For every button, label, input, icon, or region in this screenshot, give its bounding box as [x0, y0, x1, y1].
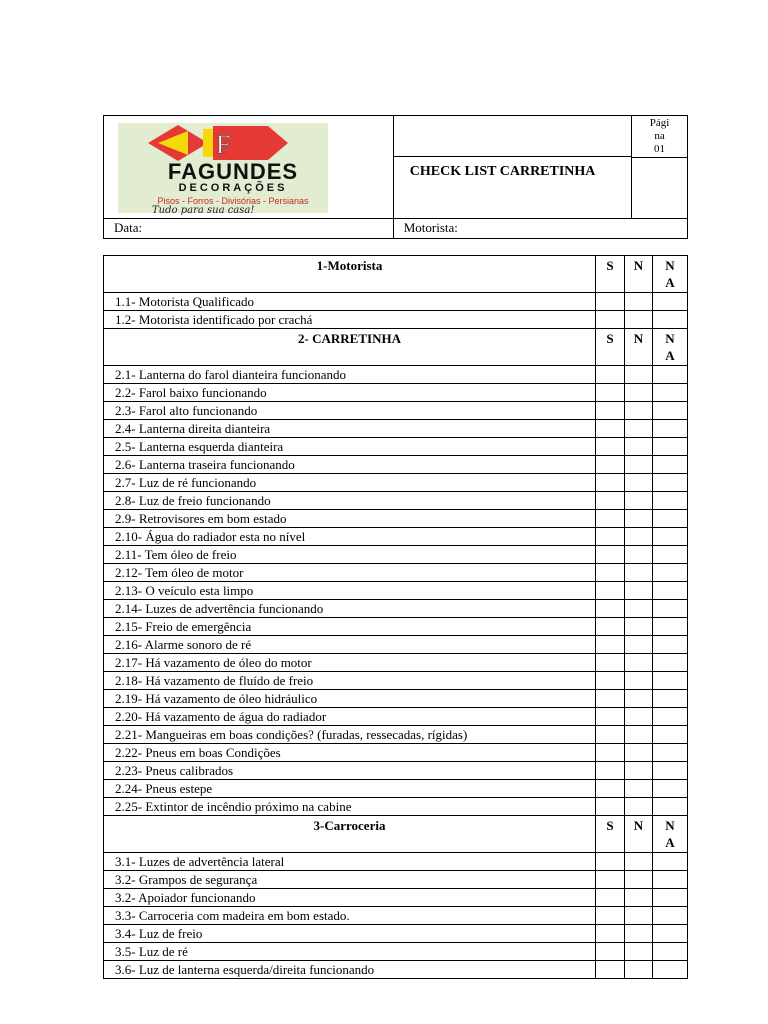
checklist-row	[104, 690, 688, 708]
page-number-box	[632, 116, 687, 158]
checklist-row	[104, 744, 688, 762]
checklist-table	[103, 255, 688, 979]
section-title: 2- CARRETINHA	[104, 329, 596, 366]
check-cell-n[interactable]	[625, 853, 653, 871]
check-cell-n[interactable]	[625, 690, 653, 708]
column-header-s: S	[596, 329, 625, 366]
checklist-item-label: 2.24- Pneus estepe	[104, 780, 596, 798]
check-cell-n[interactable]	[625, 492, 653, 510]
check-cell-n[interactable]	[625, 907, 653, 925]
check-cell-na[interactable]	[653, 420, 688, 438]
check-cell-s[interactable]	[596, 672, 625, 690]
checklist-row	[104, 871, 688, 889]
check-cell-s[interactable]	[596, 690, 625, 708]
title-column	[393, 116, 631, 219]
section-header-row	[104, 329, 688, 366]
check-cell-na[interactable]	[653, 943, 688, 961]
checklist-item-label: 2.4- Lanterna direita dianteira	[104, 420, 596, 438]
check-cell-na[interactable]	[653, 654, 688, 672]
check-cell-na[interactable]	[653, 907, 688, 925]
check-cell-s[interactable]	[596, 762, 625, 780]
checklist-row	[104, 474, 688, 492]
check-cell-s[interactable]	[596, 600, 625, 618]
checklist-item-label: 2.7- Luz de ré funcionando	[104, 474, 596, 492]
check-cell-na[interactable]	[653, 474, 688, 492]
checklist-row	[104, 708, 688, 726]
checklist-item-label: 2.3- Farol alto funcionando	[104, 402, 596, 420]
check-cell-n[interactable]	[625, 474, 653, 492]
column-header-s: S	[596, 256, 625, 293]
checklist-item-label: 2.20- Há vazamento de água do radiador	[104, 708, 596, 726]
check-cell-s[interactable]	[596, 456, 625, 474]
checklist-row	[104, 726, 688, 744]
checklist-item-label: 2.13- O veículo esta limpo	[104, 582, 596, 600]
column-header-n: N	[625, 816, 653, 853]
check-cell-n[interactable]	[625, 961, 653, 979]
checklist-item-label: 2.21- Mangueiras em boas condições? (furadas, ressecadas, rígidas)	[104, 726, 596, 744]
document-title: CHECK LIST CARRETINHA	[409, 164, 596, 179]
check-cell-n[interactable]	[625, 510, 653, 528]
check-cell-na[interactable]	[653, 438, 688, 456]
check-cell-na[interactable]	[653, 564, 688, 582]
check-cell-s[interactable]	[596, 528, 625, 546]
check-cell-s[interactable]	[596, 564, 625, 582]
checklist-item-label: 3.5- Luz de ré	[104, 943, 596, 961]
check-cell-s[interactable]	[596, 871, 625, 889]
checklist-item-label: 1.1- Motorista Qualificado	[104, 293, 596, 311]
checklist-item-label: 2.6- Lanterna traseira funcionando	[104, 456, 596, 474]
checklist-item-label: 1.2- Motorista identificado por crachá	[104, 311, 596, 329]
check-cell-na[interactable]	[653, 762, 688, 780]
checklist-item-label: 3.4- Luz de freio	[104, 925, 596, 943]
checklist-row	[104, 420, 688, 438]
checklist-row	[104, 528, 688, 546]
checklist-item-label: 2.10- Água do radiador esta no nível	[104, 528, 596, 546]
check-cell-na[interactable]	[653, 925, 688, 943]
check-cell-s[interactable]	[596, 510, 625, 528]
checklist-item-label: 3.1- Luzes de advertência lateral	[104, 853, 596, 871]
check-cell-na[interactable]	[653, 690, 688, 708]
check-cell-n[interactable]	[625, 798, 653, 816]
check-cell-s[interactable]	[596, 961, 625, 979]
check-cell-na[interactable]	[653, 871, 688, 889]
check-cell-s[interactable]	[596, 654, 625, 672]
checklist-row	[104, 546, 688, 564]
checklist-item-label: 2.11- Tem óleo de freio	[104, 546, 596, 564]
checklist-row	[104, 636, 688, 654]
check-cell-n[interactable]	[625, 744, 653, 762]
checklist-row	[104, 456, 688, 474]
checklist-row	[104, 925, 688, 943]
check-cell-na[interactable]	[653, 311, 688, 329]
page-number: 01	[654, 143, 666, 155]
column-header-na-line2: A	[665, 275, 675, 290]
check-cell-na[interactable]	[653, 726, 688, 744]
check-cell-s[interactable]	[596, 636, 625, 654]
check-cell-s[interactable]	[596, 492, 625, 510]
checklist-item-label: 2.8- Luz de freio funcionando	[104, 492, 596, 510]
svg-text:F: F	[216, 130, 231, 159]
check-cell-s[interactable]	[596, 438, 625, 456]
check-cell-n[interactable]	[625, 672, 653, 690]
check-cell-n[interactable]	[625, 582, 653, 600]
checklist-row	[104, 600, 688, 618]
check-cell-n[interactable]	[625, 925, 653, 943]
column-header-na-line1: N	[665, 258, 675, 273]
checklist-item-label: 2.12- Tem óleo de motor	[104, 564, 596, 582]
checklist-item-label: 2.9- Retrovisores em bom estado	[104, 510, 596, 528]
check-cell-s[interactable]	[596, 708, 625, 726]
checklist-item-label: 3.2- Apoiador funcionando	[104, 889, 596, 907]
check-cell-na[interactable]	[653, 600, 688, 618]
column-header-na-line2: A	[665, 835, 675, 850]
check-cell-na[interactable]	[653, 744, 688, 762]
check-cell-na[interactable]	[653, 618, 688, 636]
column-header-s: S	[596, 816, 625, 853]
check-cell-n[interactable]	[625, 402, 653, 420]
checklist-item-label: 2.23- Pneus calibrados	[104, 762, 596, 780]
column-header-na	[653, 816, 688, 853]
check-cell-s[interactable]	[596, 618, 625, 636]
checklist-row	[104, 943, 688, 961]
logo-products-line: Pisos - Forros - Divisórias - Persianas	[157, 196, 309, 206]
column-header-na	[653, 329, 688, 366]
checklist-row	[104, 853, 688, 871]
title-top-blank	[394, 116, 631, 157]
checklist-row	[104, 618, 688, 636]
checklist-row	[104, 564, 688, 582]
check-cell-n[interactable]	[625, 871, 653, 889]
check-cell-na[interactable]	[653, 402, 688, 420]
check-cell-n[interactable]	[625, 726, 653, 744]
column-header-n: N	[625, 256, 653, 293]
check-cell-na[interactable]	[653, 798, 688, 816]
check-cell-s[interactable]	[596, 366, 625, 384]
column-header-na-line1: N	[665, 331, 675, 346]
checklist-row	[104, 672, 688, 690]
check-cell-s[interactable]	[596, 293, 625, 311]
checklist-item-label: 2.5- Lanterna esquerda dianteira	[104, 438, 596, 456]
check-cell-na[interactable]	[653, 366, 688, 384]
checklist-row	[104, 961, 688, 979]
section-title: 3-Carroceria	[104, 816, 596, 853]
check-cell-na[interactable]	[653, 546, 688, 564]
document-header	[103, 115, 688, 239]
check-cell-n[interactable]	[625, 708, 653, 726]
checklist-row	[104, 654, 688, 672]
column-header-na-line1: N	[665, 818, 675, 833]
check-cell-n[interactable]	[625, 654, 653, 672]
check-cell-s[interactable]	[596, 402, 625, 420]
check-cell-na[interactable]	[653, 708, 688, 726]
check-cell-s[interactable]	[596, 798, 625, 816]
page-label: Pági na	[649, 117, 670, 142]
check-cell-na[interactable]	[653, 889, 688, 907]
check-cell-s[interactable]	[596, 420, 625, 438]
check-cell-na[interactable]	[653, 293, 688, 311]
check-cell-n[interactable]	[625, 564, 653, 582]
check-cell-s[interactable]	[596, 780, 625, 798]
check-cell-s[interactable]	[596, 907, 625, 925]
check-cell-na[interactable]	[653, 510, 688, 528]
check-cell-s[interactable]	[596, 943, 625, 961]
column-header-na-line2: A	[665, 348, 675, 363]
check-cell-n[interactable]	[625, 636, 653, 654]
check-cell-na[interactable]	[653, 456, 688, 474]
logo-cell	[104, 116, 394, 219]
page-column	[632, 116, 688, 219]
check-cell-na[interactable]	[653, 492, 688, 510]
date-field[interactable]: Data:	[104, 219, 394, 239]
checklist-item-label: 2.2- Farol baixo funcionando	[104, 384, 596, 402]
logo-brand-subtitle: DECORAÇÕES	[178, 182, 288, 194]
checklist-item-label: 3.6- Luz de lanterna esquerda/direita funcionando	[104, 961, 596, 979]
checklist-item-label: 2.22- Pneus em boas Condições	[104, 744, 596, 762]
checklist-item-label: 2.14- Luzes de advertência funcionando	[104, 600, 596, 618]
check-cell-n[interactable]	[625, 384, 653, 402]
section-header-row	[104, 816, 688, 853]
check-cell-n[interactable]	[625, 456, 653, 474]
checklist-row	[104, 889, 688, 907]
checklist-row	[104, 780, 688, 798]
section-header-row	[104, 256, 688, 293]
check-cell-s[interactable]	[596, 726, 625, 744]
checklist-item-label: 2.16- Alarme sonoro de ré	[104, 636, 596, 654]
check-cell-n[interactable]	[625, 780, 653, 798]
check-cell-n[interactable]	[625, 546, 653, 564]
check-cell-s[interactable]	[596, 546, 625, 564]
check-cell-s[interactable]	[596, 889, 625, 907]
checklist-row	[104, 366, 688, 384]
checklist-item-label: 3.3- Carroceria com madeira em bom estado.	[104, 907, 596, 925]
check-cell-s[interactable]	[596, 474, 625, 492]
check-cell-na[interactable]	[653, 582, 688, 600]
check-cell-n[interactable]	[625, 528, 653, 546]
checklist-row	[104, 798, 688, 816]
checklist-row	[104, 311, 688, 329]
check-cell-s[interactable]	[596, 384, 625, 402]
check-cell-n[interactable]	[625, 889, 653, 907]
check-cell-n[interactable]	[625, 600, 653, 618]
checklist-row	[104, 438, 688, 456]
check-cell-na[interactable]	[653, 384, 688, 402]
column-header-na	[653, 256, 688, 293]
check-cell-s[interactable]	[596, 853, 625, 871]
driver-field[interactable]: Motorista:	[393, 219, 687, 239]
checklist-row	[104, 582, 688, 600]
checklist-item-label: 2.17- Há vazamento de óleo do motor	[104, 654, 596, 672]
logo-slogan: Tudo para sua casa!	[152, 205, 255, 216]
check-cell-s[interactable]	[596, 582, 625, 600]
check-cell-na[interactable]	[653, 853, 688, 871]
checklist-item-label: 2.18- Há vazamento de fluído de freio	[104, 672, 596, 690]
checklist-row	[104, 293, 688, 311]
logo-brand-name: FAGUNDES	[167, 159, 299, 184]
check-cell-n[interactable]	[625, 618, 653, 636]
checklist-item-label: 2.1- Lanterna do farol dianteira funcionando	[104, 366, 596, 384]
check-cell-na[interactable]	[653, 780, 688, 798]
checklist-item-label: 2.15- Freio de emergência	[104, 618, 596, 636]
column-header-n: N	[625, 329, 653, 366]
check-cell-s[interactable]	[596, 925, 625, 943]
checklist-item-label: 2.25- Extintor de incêndio próximo na cabine	[104, 798, 596, 816]
checklist-row	[104, 402, 688, 420]
section-title: 1-Motorista	[104, 256, 596, 293]
check-cell-n[interactable]	[625, 438, 653, 456]
checklist-item-label: 2.19- Há vazamento de óleo hidráulico	[104, 690, 596, 708]
check-cell-n[interactable]	[625, 293, 653, 311]
check-cell-na[interactable]	[653, 636, 688, 654]
checklist-item-label: 3.2- Grampos de segurança	[104, 871, 596, 889]
checklist-row	[104, 762, 688, 780]
check-cell-n[interactable]	[625, 762, 653, 780]
check-cell-n[interactable]	[625, 943, 653, 961]
checklist-row	[104, 510, 688, 528]
check-cell-n[interactable]	[625, 366, 653, 384]
checklist-row	[104, 384, 688, 402]
check-cell-n[interactable]	[625, 311, 653, 329]
checklist-row	[104, 492, 688, 510]
check-cell-na[interactable]	[653, 672, 688, 690]
check-cell-s[interactable]	[596, 744, 625, 762]
check-cell-s[interactable]	[596, 311, 625, 329]
check-cell-na[interactable]	[653, 961, 688, 979]
check-cell-na[interactable]	[653, 528, 688, 546]
checklist-row	[104, 907, 688, 925]
check-cell-n[interactable]	[625, 420, 653, 438]
